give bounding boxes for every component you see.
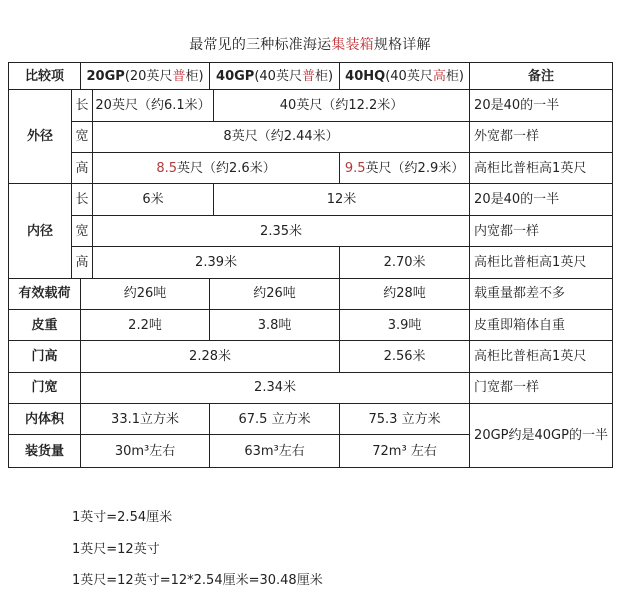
inner-height-note: 高柜比普柜高1英尺 bbox=[470, 247, 613, 278]
tare-40gp: 3.8吨 bbox=[210, 309, 340, 340]
outer-length-row bbox=[9, 90, 613, 121]
inner-width-note: 内宽都一样 bbox=[470, 215, 613, 246]
remark-header: 备注 bbox=[470, 63, 613, 90]
outer-height-high: 9.5英尺（约2.9米） bbox=[340, 153, 470, 184]
merged-note: 20GP约是40GP的一半 bbox=[470, 404, 613, 468]
outer-width-value: 8英尺（约2.44米） bbox=[93, 121, 470, 152]
capacity-40gp: 63m³左右 bbox=[210, 435, 340, 468]
inner-length-20: 6米 bbox=[93, 184, 214, 215]
door-width-label: 门宽 bbox=[9, 372, 81, 403]
door-height-label: 门高 bbox=[9, 341, 81, 372]
door-height-normal: 2.28米 bbox=[81, 341, 340, 372]
payload-40gp: 约26吨 bbox=[210, 278, 340, 309]
volume-row bbox=[9, 404, 613, 435]
inner-height-label: 高 bbox=[72, 247, 93, 278]
inner-length-note: 20是40的一半 bbox=[470, 184, 613, 215]
inner-width-value: 2.35米 bbox=[93, 215, 470, 246]
door-width-value: 2.34米 bbox=[81, 372, 470, 403]
inner-width-row bbox=[9, 215, 613, 246]
door-width-note: 门宽都一样 bbox=[470, 372, 613, 403]
inner-length-row bbox=[9, 184, 613, 215]
payload-note: 载重量都差不多 bbox=[470, 278, 613, 309]
outer-height-note: 高柜比普柜高1英尺 bbox=[470, 153, 613, 184]
tare-row bbox=[9, 309, 613, 340]
outer-width-note: 外宽都一样 bbox=[470, 121, 613, 152]
outer-height-normal: 8.5英尺（约2.6米） bbox=[93, 153, 340, 184]
outer-length-20: 20英尺（约6.1米） bbox=[93, 90, 214, 121]
col-40hq-header: 40HQ(40英尺高柜) bbox=[340, 63, 470, 90]
compare-header: 比较项 bbox=[9, 63, 81, 90]
capacity-label: 装货量 bbox=[9, 435, 81, 468]
inner-group-label: 内径 bbox=[9, 184, 72, 278]
inner-height-row bbox=[9, 247, 613, 278]
page-title: 最常见的三种标准海运集装箱规格详解 bbox=[189, 37, 431, 53]
outer-width-label: 宽 bbox=[72, 121, 93, 152]
outer-width-row bbox=[9, 121, 613, 152]
door-height-high: 2.56米 bbox=[340, 341, 470, 372]
tare-note: 皮重即箱体自重 bbox=[470, 309, 613, 340]
tare-label: 皮重 bbox=[9, 309, 81, 340]
door-width-row bbox=[9, 372, 613, 403]
volume-40gp: 67.5 立方米 bbox=[210, 404, 340, 435]
outer-length-40: 40英尺（约12.2米） bbox=[214, 90, 470, 121]
inner-length-40: 12米 bbox=[214, 184, 470, 215]
footnote-inch: 1英寸=2.54厘米 bbox=[72, 510, 173, 525]
tare-20gp: 2.2吨 bbox=[81, 309, 210, 340]
outer-height-row bbox=[9, 153, 613, 184]
inner-length-label: 长 bbox=[72, 184, 93, 215]
col-40gp-header: 40GP(40英尺普柜) bbox=[210, 63, 340, 90]
header-row bbox=[9, 63, 613, 90]
inner-width-label: 宽 bbox=[72, 215, 93, 246]
volume-label: 内体积 bbox=[9, 404, 81, 435]
payload-row bbox=[9, 278, 613, 309]
door-height-row bbox=[9, 341, 613, 372]
outer-length-note: 20是40的一半 bbox=[470, 90, 613, 121]
tare-40hq: 3.9吨 bbox=[340, 309, 470, 340]
capacity-40hq: 72m³ 左右 bbox=[340, 435, 470, 468]
payload-40hq: 约28吨 bbox=[340, 278, 470, 309]
outer-group-label: 外径 bbox=[9, 90, 72, 184]
outer-height-label: 高 bbox=[72, 153, 93, 184]
capacity-20gp: 30m³左右 bbox=[81, 435, 210, 468]
door-height-note: 高柜比普柜高1英尺 bbox=[470, 341, 613, 372]
inner-height-normal: 2.39米 bbox=[93, 247, 340, 278]
footnote-foot: 1英尺=12英寸 bbox=[72, 542, 160, 557]
col-20gp-header: 20GP(20英尺普柜) bbox=[81, 63, 210, 90]
payload-20gp: 约26吨 bbox=[81, 278, 210, 309]
inner-height-high: 2.70米 bbox=[340, 247, 470, 278]
volume-40hq: 75.3 立方米 bbox=[340, 404, 470, 435]
volume-20gp: 33.1立方米 bbox=[81, 404, 210, 435]
outer-length-label: 长 bbox=[72, 90, 93, 121]
footnote-conversion: 1英尺=12英寸=12*2.54厘米=30.48厘米 bbox=[72, 573, 323, 588]
payload-label: 有效载荷 bbox=[9, 278, 81, 309]
container-spec-table bbox=[8, 62, 613, 468]
